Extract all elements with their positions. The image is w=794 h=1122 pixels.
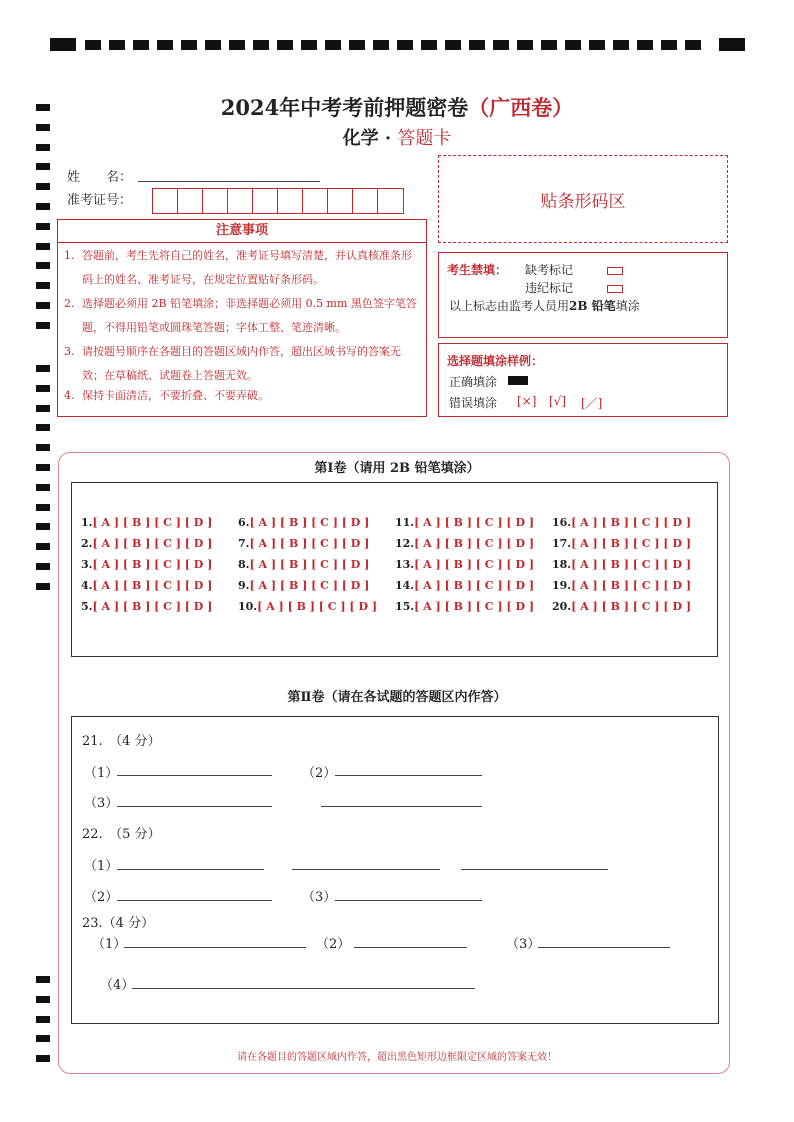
timing-mark xyxy=(253,40,269,50)
mc-question-16[interactable] xyxy=(552,516,691,529)
mc-question-5[interactable] xyxy=(81,600,212,613)
mc-options[interactable]: [ A ] [ B ] [ C ] [ D ] xyxy=(92,600,213,613)
mc-question-4[interactable] xyxy=(81,579,212,592)
correct-fill-label: 正确填涂 xyxy=(449,375,498,389)
mc-question-13[interactable] xyxy=(395,558,534,571)
mc-question-number: 16. xyxy=(552,516,572,529)
q22-part3-label: （3） xyxy=(302,890,337,905)
timing-mark xyxy=(397,40,413,50)
mc-question-10[interactable] xyxy=(238,600,377,613)
timing-mark xyxy=(36,243,50,250)
timing-mark xyxy=(36,976,50,983)
note-number: 4. xyxy=(64,389,75,402)
timing-mark xyxy=(421,40,437,50)
answer-card-label: 答题卡 xyxy=(397,128,452,149)
mc-options[interactable]: [ A ] [ B ] [ C ] [ D ] xyxy=(414,600,535,613)
mc-question-14[interactable] xyxy=(395,579,534,592)
mc-options[interactable]: [ A ] [ B ] [ C ] [ D ] xyxy=(249,537,370,550)
mc-question-number: 11. xyxy=(395,516,415,529)
q22-part1-line-2[interactable] xyxy=(292,869,440,870)
barcode-area xyxy=(438,155,728,243)
mc-question-20[interactable] xyxy=(552,600,691,613)
free-response-box xyxy=(71,716,719,1024)
mc-question-number: 3. xyxy=(81,558,93,571)
part2-title: 第Ⅱ卷（请在各试题的答题区内作答） xyxy=(287,690,507,705)
fill-sample-heading: 选择题填涂样例： xyxy=(447,354,544,368)
mc-options[interactable]: [ A ] [ B ] [ C ] [ D ] xyxy=(92,558,213,571)
q21-part2-label: （2） xyxy=(302,766,337,781)
q21-heading: 21. （4 分） xyxy=(82,734,161,749)
timing-mark xyxy=(109,40,125,50)
notes-box xyxy=(57,219,427,417)
timing-mark xyxy=(36,583,50,590)
timing-mark xyxy=(637,40,653,50)
absent-mark-box[interactable] xyxy=(607,263,623,277)
timing-mark xyxy=(36,484,50,491)
page-title xyxy=(0,92,794,122)
proctor-note-bold: 2B 铅笔 xyxy=(569,299,616,313)
timing-mark xyxy=(36,203,50,210)
mc-options[interactable]: [ A ] [ B ] [ C ] [ D ] xyxy=(92,537,213,550)
wrong-fill-label: 错误填涂 xyxy=(449,396,498,410)
timing-mark xyxy=(517,40,533,50)
mc-options[interactable]: [ A ] [ B ] [ C ] [ D ] xyxy=(92,516,213,529)
name-field[interactable] xyxy=(138,166,320,182)
mc-question-number: 7. xyxy=(238,537,250,550)
mc-question-17[interactable] xyxy=(552,537,691,550)
proctor-note xyxy=(449,297,640,314)
q21-part2-line[interactable] xyxy=(335,775,482,776)
q21-part3-line-2[interactable] xyxy=(321,806,482,807)
mc-question-3[interactable] xyxy=(81,558,212,571)
mc-question-number: 13. xyxy=(395,558,415,571)
timing-mark xyxy=(36,282,50,289)
mc-question-18[interactable] xyxy=(552,558,691,571)
exam-number-digit-box[interactable] xyxy=(328,189,353,213)
exam-number-digit-box[interactable] xyxy=(378,189,403,213)
mc-question-number: 19. xyxy=(552,579,572,592)
mc-question-1[interactable] xyxy=(81,516,212,529)
title-region: （广西卷） xyxy=(468,95,574,120)
exam-number-digit-box[interactable] xyxy=(203,189,228,213)
mc-options[interactable]: [ A ] [ B ] [ C ] [ D ] xyxy=(571,579,692,592)
timing-mark xyxy=(589,40,605,50)
q23-part3-label: （3） xyxy=(506,937,541,952)
mc-question-2[interactable] xyxy=(81,537,212,550)
absent-mark-label: 缺考标记 xyxy=(525,263,574,277)
timing-mark xyxy=(85,40,101,50)
wrong-mark-slash: [／] xyxy=(581,396,603,410)
mc-question-11[interactable] xyxy=(395,516,534,529)
mc-options[interactable]: [ A ] [ B ] [ C ] [ D ] xyxy=(571,516,692,529)
note-text: 答题前，考生先将自己的姓名，准考证号填写清楚，并认真核准条形码上的姓名、准考证号，在规定位置贴好条形码。 xyxy=(82,249,412,286)
timing-mark xyxy=(349,40,365,50)
timing-mark xyxy=(277,40,293,50)
q22-part2-label: （2） xyxy=(84,890,119,905)
timing-mark xyxy=(493,40,509,50)
mc-options[interactable]: [ A ] [ B ] [ C ] [ D ] xyxy=(414,558,535,571)
timing-mark xyxy=(36,262,50,269)
mc-options[interactable]: [ A ] [ B ] [ C ] [ D ] xyxy=(257,600,378,613)
mc-question-7[interactable] xyxy=(238,537,369,550)
mc-options[interactable]: [ A ] [ B ] [ C ] [ D ] xyxy=(249,579,370,592)
correct-fill-sample xyxy=(508,376,528,385)
timing-mark xyxy=(469,40,485,50)
timing-mark xyxy=(685,40,701,50)
q23-part1-line[interactable] xyxy=(124,947,306,948)
timing-mark xyxy=(325,40,341,50)
timing-mark xyxy=(36,1035,50,1042)
timing-mark xyxy=(157,40,173,50)
q23-part3-line[interactable] xyxy=(538,947,670,948)
proctor-note-suffix: 填涂 xyxy=(615,299,640,313)
mc-question-number: 2. xyxy=(81,537,93,550)
timing-mark xyxy=(36,302,50,309)
note-item xyxy=(64,340,424,388)
timing-mark xyxy=(661,40,677,50)
fill-sample-box xyxy=(438,343,728,417)
proctor-note-prefix: 以上标志由监考人员用 xyxy=(449,299,570,313)
violation-mark-box[interactable] xyxy=(607,281,623,295)
subject-name: 化学 xyxy=(342,128,379,149)
q22-part1-line[interactable] xyxy=(117,869,264,870)
q22-part1-label: （1） xyxy=(84,859,119,874)
mc-options[interactable]: [ A ] [ B ] [ C ] [ D ] xyxy=(571,537,692,550)
mc-question-number: 14. xyxy=(395,579,415,592)
timing-mark xyxy=(50,38,76,51)
name-label: 姓 名： xyxy=(67,170,133,185)
mc-question-number: 20. xyxy=(552,600,572,613)
mc-question-number: 4. xyxy=(81,579,93,592)
mc-options[interactable]: [ A ] [ B ] [ C ] [ D ] xyxy=(92,579,213,592)
mc-question-number: 5. xyxy=(81,600,93,613)
timing-mark xyxy=(445,40,461,50)
mc-question-number: 8. xyxy=(238,558,250,571)
q22-part2-line[interactable] xyxy=(117,900,272,901)
mc-question-8[interactable] xyxy=(238,558,369,571)
timing-mark xyxy=(36,543,50,550)
timing-mark xyxy=(36,996,50,1003)
note-item xyxy=(64,384,424,408)
q21-part3-label: （3） xyxy=(84,796,119,811)
q21-part3-line[interactable] xyxy=(117,806,272,807)
q23-part4-label: （4） xyxy=(100,978,135,993)
q21-part1-label: （1） xyxy=(84,766,119,781)
q22-part1-line-3[interactable] xyxy=(461,869,608,870)
wrong-mark-check: [√] xyxy=(549,394,567,408)
violation-mark-label: 违纪标记 xyxy=(525,281,574,295)
mc-question-number: 1. xyxy=(81,516,93,529)
timing-mark xyxy=(719,38,745,51)
mc-question-19[interactable] xyxy=(552,579,691,592)
timing-mark xyxy=(36,1016,50,1023)
top-timing-marks xyxy=(50,38,745,51)
exam-number-digit-box[interactable] xyxy=(303,189,328,213)
mc-question-number: 17. xyxy=(552,537,572,550)
part1-title: 第Ⅰ卷（请用 2B 铅笔填涂） xyxy=(314,461,480,476)
note-text: 选择题必须用 2B 铅笔填涂；非选择题必须用 0.5 mm 黑色签字笔答题，不得用铅笔或圆珠笔答题；字体工整、笔迹清晰。 xyxy=(82,297,417,334)
mc-options[interactable]: [ A ] [ B ] [ C ] [ D ] xyxy=(414,537,535,550)
mc-question-number: 18. xyxy=(552,558,572,571)
timing-mark xyxy=(36,365,50,372)
exam-number-label: 准考证号： xyxy=(67,193,133,208)
timing-mark xyxy=(541,40,557,50)
timing-mark xyxy=(373,40,389,50)
notes-heading: 注意事项 xyxy=(58,220,426,243)
subtitle-dot: · xyxy=(384,128,392,149)
mc-question-6[interactable] xyxy=(238,516,369,529)
exam-number-digit-box[interactable] xyxy=(253,189,278,213)
exam-number-boxes[interactable] xyxy=(152,188,404,214)
timing-mark xyxy=(36,223,50,230)
timing-mark xyxy=(205,40,221,50)
q22-part3-line[interactable] xyxy=(335,900,482,901)
exam-number-digit-box[interactable] xyxy=(153,189,178,213)
mc-options[interactable]: [ A ] [ B ] [ C ] [ D ] xyxy=(249,516,370,529)
mc-options[interactable]: [ A ] [ B ] [ C ] [ D ] xyxy=(414,516,535,529)
q23-heading: 23.（4 分） xyxy=(82,916,155,931)
mc-question-number: 6. xyxy=(238,516,250,529)
mc-question-number: 12. xyxy=(395,537,415,550)
mc-question-number: 15. xyxy=(395,600,415,613)
timing-mark xyxy=(565,40,581,50)
mc-question-12[interactable] xyxy=(395,537,534,550)
q23-part1-label: （1） xyxy=(92,937,127,952)
proctor-only-label: 考生禁填： xyxy=(447,263,508,277)
mc-options[interactable]: [ A ] [ B ] [ C ] [ D ] xyxy=(414,579,535,592)
mc-options[interactable]: [ A ] [ B ] [ C ] [ D ] xyxy=(571,600,692,613)
q21-part1-line[interactable] xyxy=(117,775,272,776)
barcode-area-label: 贴条形码区 xyxy=(540,191,626,212)
exam-number-digit-box[interactable] xyxy=(228,189,253,213)
timing-mark xyxy=(36,444,50,451)
mc-options[interactable]: [ A ] [ B ] [ C ] [ D ] xyxy=(249,558,370,571)
mc-question-15[interactable] xyxy=(395,600,534,613)
mc-options[interactable]: [ A ] [ B ] [ C ] [ D ] xyxy=(571,558,692,571)
timing-mark xyxy=(36,523,50,530)
note-item xyxy=(64,292,424,340)
note-item xyxy=(64,244,424,292)
timing-mark xyxy=(36,405,50,412)
note-number: 1. xyxy=(64,249,75,262)
mc-question-number: 9. xyxy=(238,579,250,592)
exam-number-digit-box[interactable] xyxy=(278,189,303,213)
timing-mark xyxy=(133,40,149,50)
timing-mark xyxy=(36,385,50,392)
proctor-only-box xyxy=(438,252,728,338)
timing-mark xyxy=(181,40,197,50)
title-main: 2024年中考考前押题密卷 xyxy=(220,95,469,120)
q23-part4-line[interactable] xyxy=(132,988,475,989)
exam-number-digit-box[interactable] xyxy=(178,189,203,213)
q23-part2-label: （2） xyxy=(316,937,351,952)
timing-mark xyxy=(36,163,50,170)
timing-mark xyxy=(36,563,50,570)
note-number: 3. xyxy=(64,345,75,358)
mc-question-9[interactable] xyxy=(238,579,369,592)
wrong-mark-cross: [×] xyxy=(517,394,537,408)
exam-number-digit-box[interactable] xyxy=(353,189,378,213)
footer-note: 请在各题目的答题区域内作答，超出黑色矩形边框限定区域的答案无效！ xyxy=(237,1052,557,1063)
timing-mark xyxy=(36,183,50,190)
timing-mark xyxy=(301,40,317,50)
timing-mark xyxy=(36,322,50,329)
q23-part2-line[interactable] xyxy=(354,947,467,948)
timing-mark xyxy=(36,424,50,431)
q22-heading: 22. （5 分） xyxy=(82,827,161,842)
note-text: 保持卡面清洁，不要折叠、不要弄破。 xyxy=(82,389,269,402)
timing-mark xyxy=(36,504,50,511)
timing-mark xyxy=(229,40,245,50)
note-number: 2. xyxy=(64,297,75,310)
page-subtitle xyxy=(0,124,794,150)
mc-question-number: 10. xyxy=(238,600,258,613)
note-text: 请按题号顺序在各题目的答题区域内作答，超出区域书写的答案无效；在草稿纸、试题卷上答题无效。 xyxy=(82,345,401,382)
timing-mark xyxy=(613,40,629,50)
